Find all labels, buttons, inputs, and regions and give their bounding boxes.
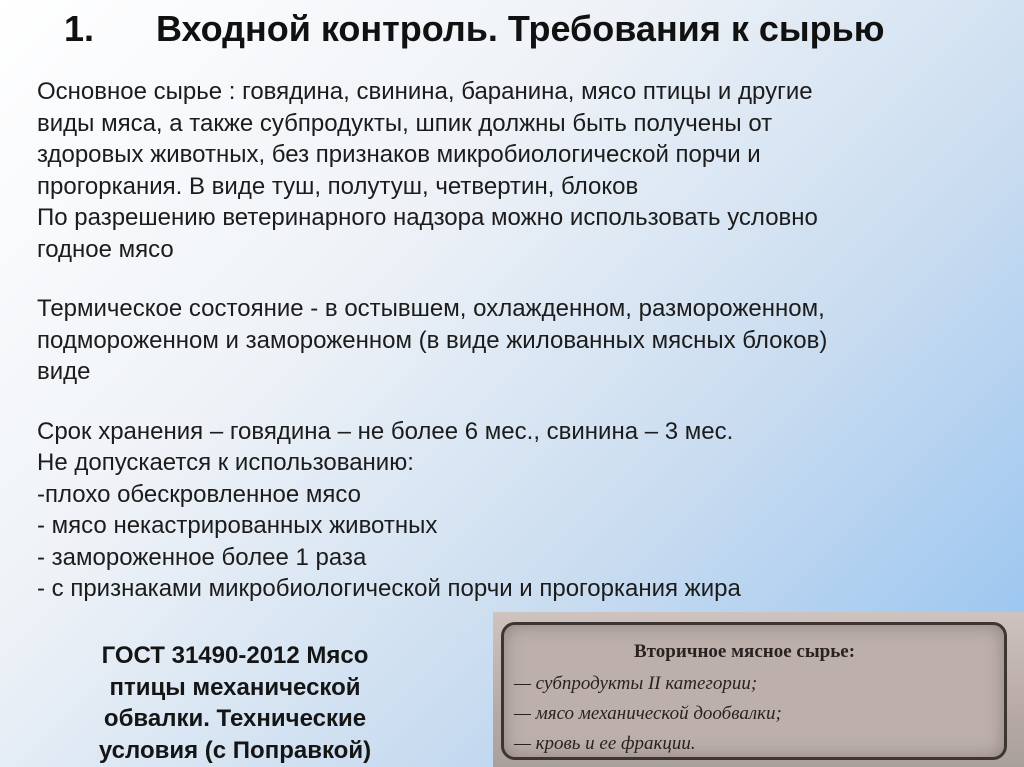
storage-line: - с признаками микробиологической порчи и прогоркания жира xyxy=(37,575,741,602)
storage-line: Не допускается к использованию: xyxy=(37,449,414,476)
raw-material-line: виды мяса, а также субпродукты, шпик должны быть получены от xyxy=(37,109,773,137)
gost-line: ГОСТ 31490-2012 Мясо xyxy=(101,642,369,669)
paragraph-gap xyxy=(37,388,1012,416)
gost-line: птицы механической xyxy=(109,673,361,701)
thermal-line: виде xyxy=(37,358,91,385)
gost-reference xyxy=(40,640,430,766)
title-text: Входной контроль. Требования к сырью xyxy=(156,8,885,49)
paragraph-gap xyxy=(37,265,1012,293)
storage-line: - замороженное более 1 раза xyxy=(37,543,367,571)
scanned-image xyxy=(493,612,1024,767)
thermal-line: Термическое состояние - в остывшем, охлажденном, размороженном, xyxy=(37,295,825,322)
raw-material-line: здоровых животных, без признаков микробиологической порчи и xyxy=(37,141,761,168)
thermal-line: подмороженном и замороженном (в виде жилованных мясных блоков) xyxy=(37,326,828,354)
gost-line: обвалки. Технические xyxy=(103,705,367,732)
storage-line: Срок хранения – говядина – не более 6 мес., свинина – 3 мес. xyxy=(37,417,734,445)
storage-line: - мясо некастрированных животных xyxy=(37,512,438,539)
raw-material-line: По разрешению ветеринарного надзора можно использовать условно xyxy=(37,204,818,231)
scanned-box-item: — мясо механической дообвалки; xyxy=(514,703,782,724)
raw-material-line: годное мясо xyxy=(37,235,174,263)
title-number: 1. xyxy=(64,8,95,49)
storage-line: -плохо обескровленное мясо xyxy=(37,480,361,508)
gost-line: условия (с Поправкой) xyxy=(98,736,372,764)
raw-material-line: Основное сырье : говядина, свинина, баранина, мясо птицы и другие xyxy=(37,78,813,105)
scanned-box-title: Вторичное мясное сырье: xyxy=(634,641,856,662)
raw-material-line: прогоркания. В виде туш, полутуш, четвертин, блоков xyxy=(37,172,639,200)
body-text xyxy=(37,76,1012,605)
scanned-box-frame xyxy=(501,622,1007,760)
scanned-box-item: — кровь и ее фракции. xyxy=(514,733,696,754)
slide-title xyxy=(64,8,884,50)
scanned-box-item: — субпродукты II категории; xyxy=(514,673,758,694)
